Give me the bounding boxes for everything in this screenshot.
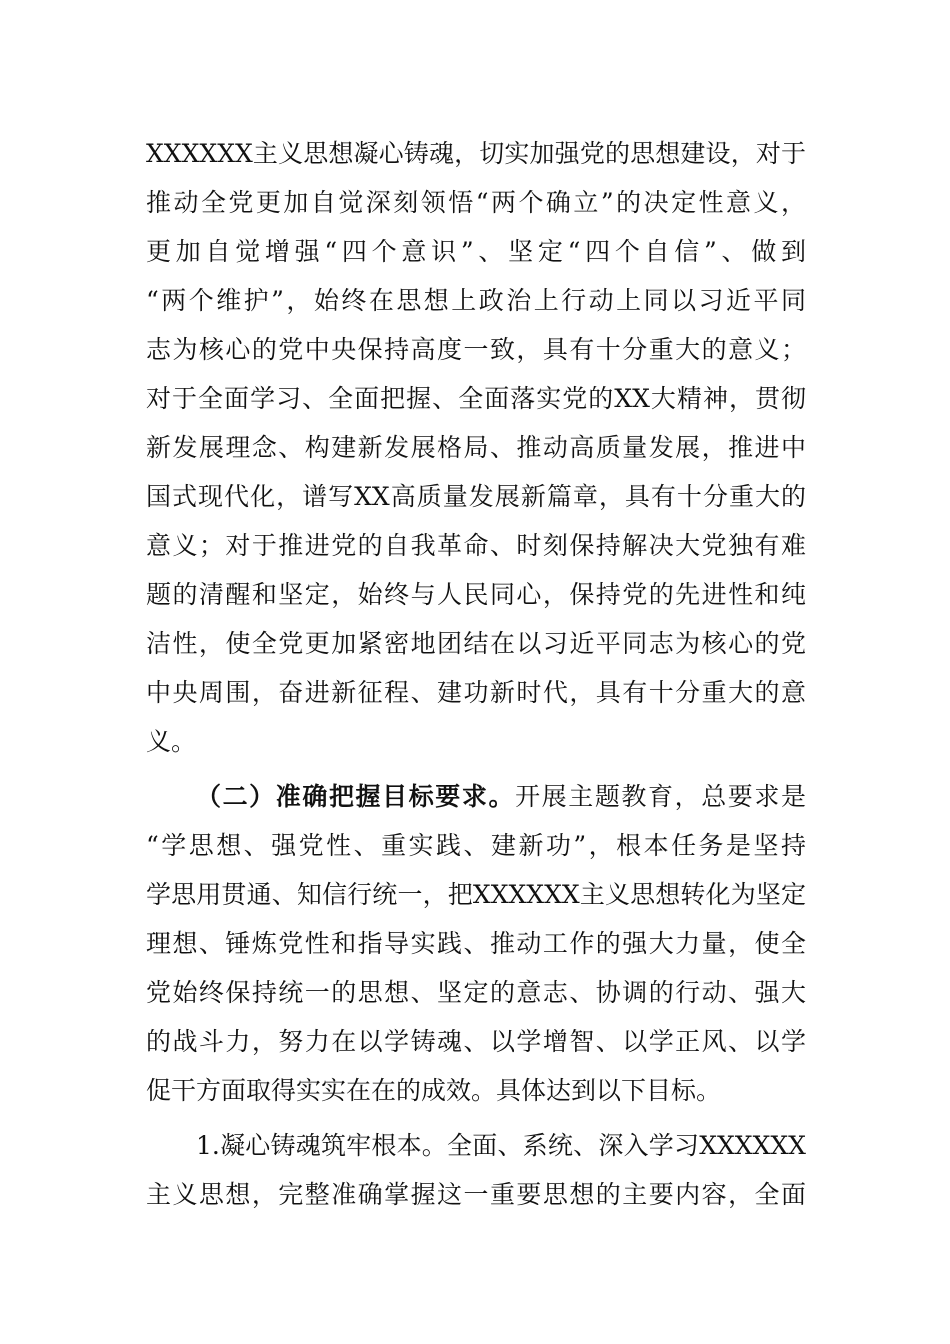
paragraph-line: 意义；对于推进党的自我革命、时刻保持解决大党独有难 <box>146 531 806 560</box>
paragraph-line: 理想、锤炼党性和指导实践、推动工作的强大力量，使全 <box>146 929 806 958</box>
paragraph-line: “两个维护”，始终在思想上政治上行动上同以习近平同 <box>146 286 806 315</box>
paragraph-line: 对于全面学习、全面把握、全面落实党的XX大精神，贯彻 <box>146 384 806 413</box>
list-item-line: 1.凝心铸魂筑牢根本。全面、系统、深入学习XXXXXX <box>196 1131 806 1160</box>
section-heading-rest: 开展主题教育，总要求是 <box>515 782 806 811</box>
paragraph-line: 新发展理念、构建新发展格局、推动高质量发展，推进中 <box>146 433 806 462</box>
section-heading: （二）准确把握目标要求。 <box>196 782 516 811</box>
paragraph-line: 国式现代化，谱写XX高质量发展新篇章，具有十分重大的 <box>146 482 806 511</box>
paragraph-line: 志为核心的党中央保持高度一致，具有十分重大的意义； <box>146 335 806 364</box>
paragraph-line: 主义思想，完整准确掌握这一重要思想的主要内容，全面 <box>146 1180 806 1209</box>
paragraph-line: 中央周围，奋进新征程、建功新时代，具有十分重大的意 <box>146 678 806 707</box>
paragraph-line: 促干方面取得实实在在的成效。具体达到以下目标。 <box>146 1076 722 1105</box>
paragraph-line: “学思想、强党性、重实践、建新功”，根本任务是坚持 <box>146 831 806 860</box>
paragraph-line: 学思用贯通、知信行统一，把XXXXXX主义思想转化为坚定 <box>146 880 806 909</box>
section-heading-line <box>196 777 806 817</box>
paragraph-line: 党始终保持统一的思想、坚定的意志、协调的行动、强大 <box>146 978 806 1007</box>
paragraph-line: 的战斗力，努力在以学铸魂、以学增智、以学正风、以学 <box>146 1027 806 1056</box>
paragraph-line: 推动全党更加自觉深刻领悟“两个确立”的决定性意义， <box>146 188 806 217</box>
paragraph-line: 义。 <box>146 727 197 756</box>
paragraph-line: 洁性，使全党更加紧密地团结在以习近平同志为核心的党 <box>146 629 806 658</box>
paragraph-line: 更加自觉增强“四个意识”、坚定“四个自信”、做到 <box>146 237 806 266</box>
paragraph-line: 题的清醒和坚定，始终与人民同心，保持党的先进性和纯 <box>146 580 806 609</box>
paragraph-line: XXXXXX主义思想凝心铸魂，切实加强党的思想建设，对于 <box>146 139 806 168</box>
